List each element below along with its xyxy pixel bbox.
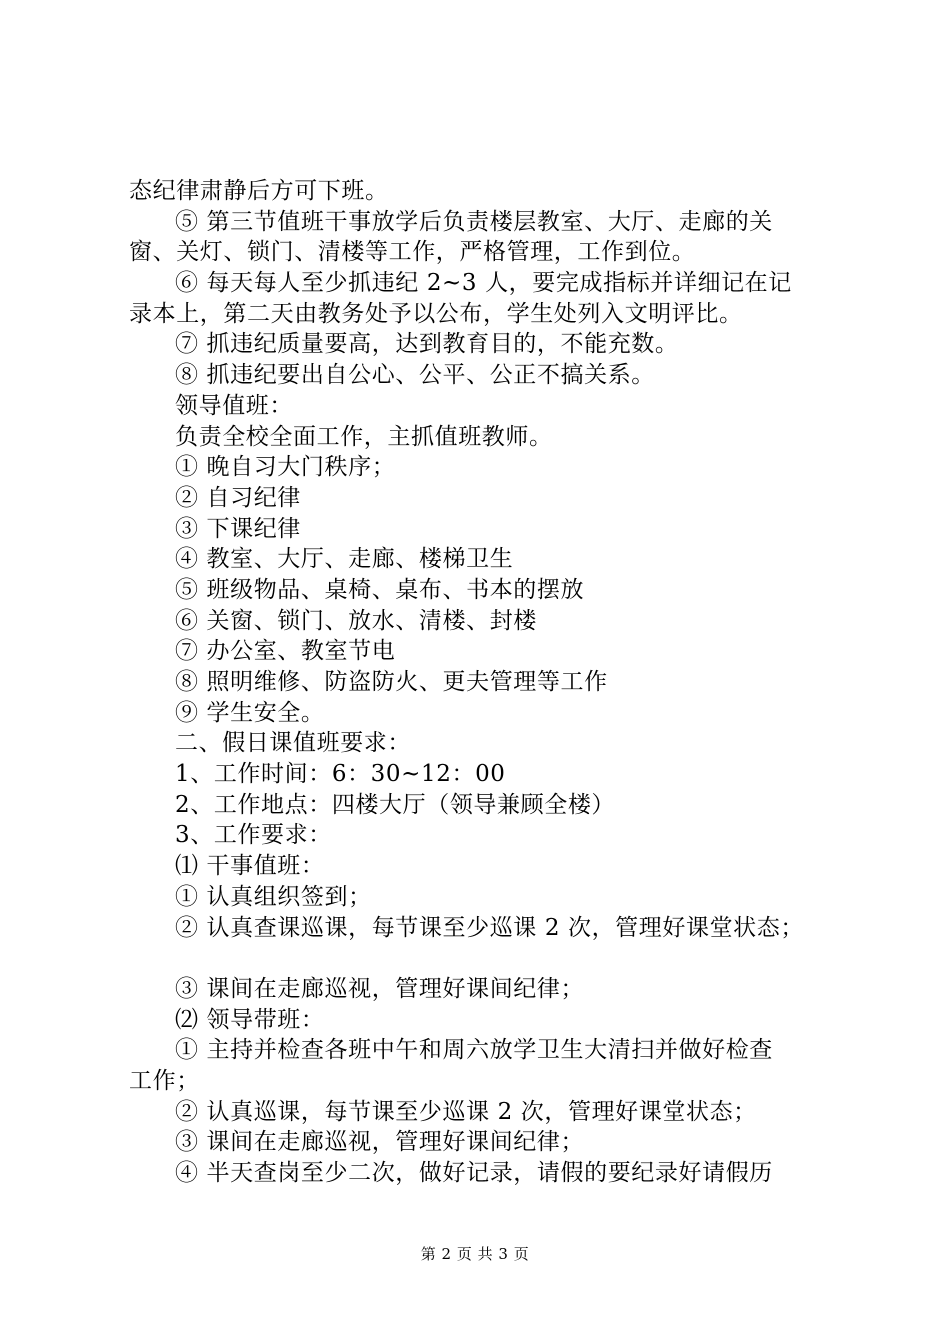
- text-line: 态纪律肃静后方可下班。: [129, 178, 389, 204]
- text-line: ① 认真组织签到；: [175, 883, 372, 910]
- text-line: ⑧ 照明维修、防盗防火、更夫管理等工作: [175, 669, 608, 695]
- text-line: ⑧ 抓违纪要出自公心、公平、公正不搞关系。: [175, 362, 655, 389]
- text-line: ⑨ 学生安全。: [175, 699, 325, 726]
- text-line: 负责全校全面工作，主抓值班教师。: [175, 423, 553, 450]
- text-line: 工作；: [129, 1067, 200, 1094]
- text-line: [129, 943, 849, 974]
- text-line: ⑦ 抓违纪质量要高，达到教育目的，不能充数。: [175, 331, 679, 358]
- text-line: 2、工作地点：四楼大厅（领导兼顾全楼）: [175, 791, 616, 818]
- text-line: 3、工作要求：: [175, 822, 332, 849]
- text-line: ② 认真巡课，每节课至少巡课 2 次，管理好课堂状态；: [175, 1098, 757, 1125]
- text-line: ① 主持并检查各班中午和周六放学卫生大清扫并做好检查: [175, 1037, 773, 1064]
- text-line: ⑤ 第三节值班干事放学后负责楼层教室、大厅、走廊的关: [175, 208, 773, 235]
- text-line: 录本上，第二天由教务处予以公布，学生处列入文明评比。: [129, 300, 743, 327]
- text-line: ③ 课间在走廊巡视，管理好课间纪律；: [175, 1129, 585, 1156]
- text-line: 领导值班：: [175, 392, 293, 419]
- text-line: ④ 教室、大厅、走廊、楼梯卫生: [175, 546, 514, 573]
- page-footer: 第 2 页 共 3 页: [420, 1245, 530, 1263]
- text-line: ⑴ 干事值班：: [175, 853, 325, 880]
- text-line: ① 晚自习大门秩序；: [175, 454, 396, 481]
- text-line: ⑥ 每天每人至少抓违纪 2~3 人，要完成指标并详细记在记: [175, 270, 792, 297]
- text-line: ③ 下课纪律: [175, 515, 301, 542]
- text-line: ④ 半天查岗至少二次，做好记录，请假的要纪录好请假历: [175, 1160, 773, 1186]
- text-line: ⑥ 关窗、锁门、放水、清楼、封楼: [175, 607, 537, 634]
- text-line: 二、假日课值班要求：: [175, 730, 411, 757]
- text-line: ② 自习纪律: [175, 484, 301, 511]
- text-line: ⑵ 领导带班：: [175, 1006, 325, 1033]
- document-body: [129, 176, 849, 1189]
- text-line: 窗、关灯、锁门、清楼等工作，严格管理，工作到位。: [129, 239, 696, 266]
- text-line: ⑦ 办公室、教室节电: [175, 638, 396, 665]
- text-line: ⑤ 班级物品、桌椅、桌布、书本的摆放: [175, 576, 585, 603]
- text-line: ③ 课间在走廊巡视，管理好课间纪律；: [175, 975, 585, 1002]
- text-line: 1、工作时间：6：30~12：00: [175, 761, 506, 788]
- text-line: ② 认真查课巡课，每节课至少巡课 2 次，管理好课堂状态；: [175, 914, 804, 941]
